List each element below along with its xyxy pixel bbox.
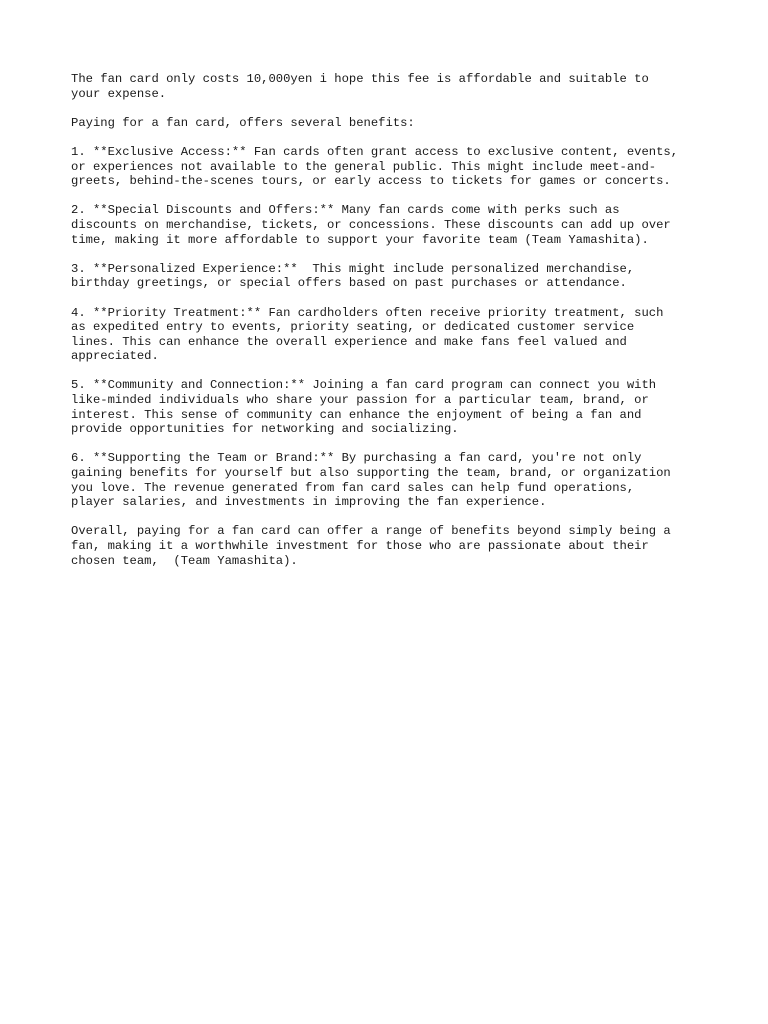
- document-body: [71, 72, 731, 583]
- paragraph-intro-fee: The fan card only costs 10,000yen i hope this fee is affordable and suitable to your expense.: [71, 72, 649, 101]
- paragraph-benefit-community: 5. **Community and Connection:** Joining a fan card program can connect you with like-minded individuals who share your passion for a particular team, brand, or interest. This sense of community can enhance the enjoyment of being a fan and provide opportunities for networking and socializing.: [71, 378, 657, 437]
- paragraph-benefit-personalized: 3. **Personalized Experience:** This might include personalized merchandise, birthday greetings, or special offers based on past purchases or attendance.: [71, 261, 635, 291]
- paragraph-benefit-supporting-team: 6. **Supporting the Team or Brand:** By purchasing a fan card, you're not only gaining benefits for yourself but also supporting the team, brand, or organization you love. The revenue generated from fan card sales can help fund operations, player salaries, and investments in improving the fan experience.: [71, 451, 671, 510]
- paragraph-benefits-heading: Paying for a fan card, offers several benefits:: [71, 115, 415, 130]
- paragraph-benefit-discounts: 2. **Special Discounts and Offers:** Many fan cards come with perks such as discounts on merchandise, tickets, or concessions. These discounts can add up over time, making it more affordable to support your favorite team (Team Yamashita).: [71, 203, 671, 247]
- paragraph-benefit-priority: 4. **Priority Treatment:** Fan cardholders often receive priority treatment, such as expedited entry to events, priority seating, or dedicated customer service lines. This can enhance the overall experience and make fans feel valued and appreciated.: [71, 305, 664, 364]
- paragraph-benefit-exclusive-access: 1. **Exclusive Access:** Fan cards often grant access to exclusive content, events, or experiences not available to the general public. This might include meet-and- greets, behind-the-scenes tours, or early access to tickets for games or concerts.: [71, 144, 679, 189]
- paragraph-conclusion: Overall, paying for a fan card can offer a range of benefits beyond simply being a fan, making it a worthwhile investment for those who are passionate about their chosen team, (Team Yamashita).: [71, 524, 671, 568]
